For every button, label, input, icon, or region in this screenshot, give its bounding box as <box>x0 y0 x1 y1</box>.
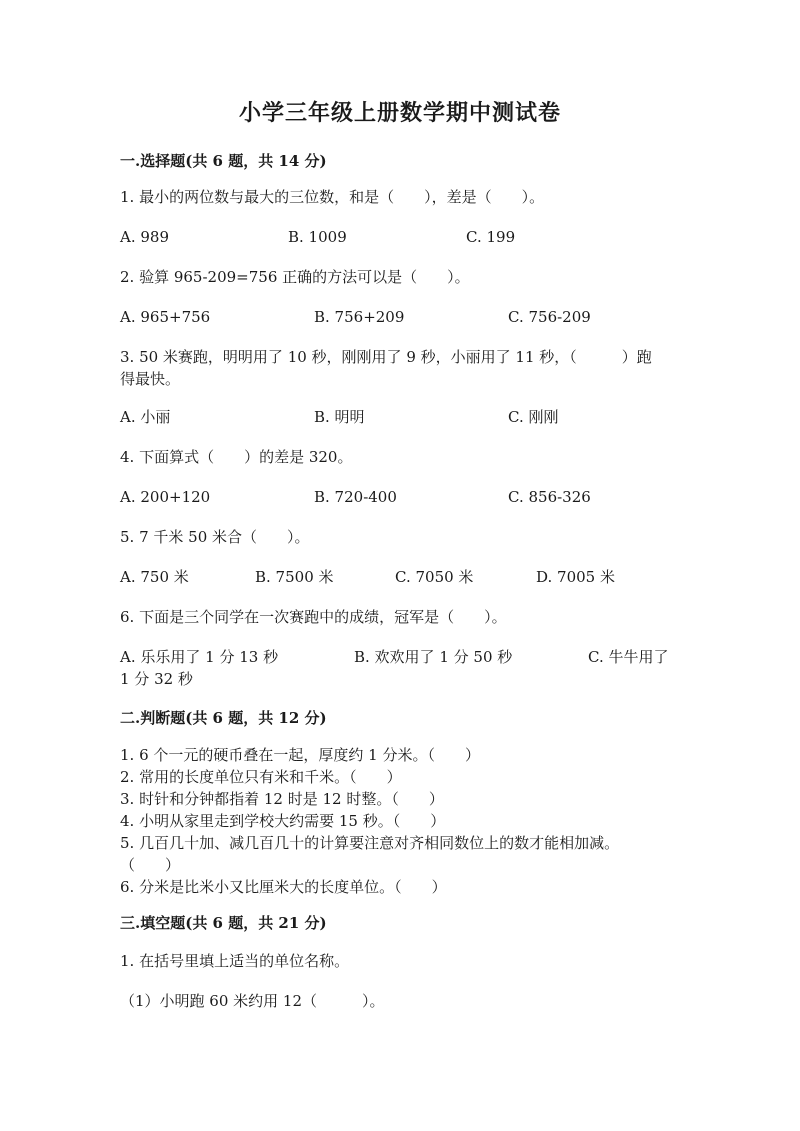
option-c: C. 7050 米 <box>395 568 474 586</box>
question-1: 1. 最小的两位数与最大的三位数，和是（ ），差是（ ）。 <box>120 188 545 206</box>
option-c: C. 856-326 <box>508 488 591 506</box>
judge-item: 5. 几百几十加、减几百几十的计算要注意对齐相同数位上的数才能相加减。 <box>120 834 620 852</box>
option-c: C. 牛牛用了 <box>588 648 669 666</box>
section-heading-fill: 三.填空题(共 6 题，共 21 分) <box>120 914 327 932</box>
option-b: B. 7500 米 <box>255 568 334 586</box>
judge-item: 3. 时针和分钟都指着 12 时是 12 时整。（ ） <box>120 790 444 808</box>
page-title: 小学三年级上册数学期中测试卷 <box>238 100 561 126</box>
judge-item: 1. 6 个一元的硬币叠在一起，厚度约 1 分米。（ ） <box>120 746 480 764</box>
option-a: A. 965+756 <box>120 308 211 326</box>
fill-question: 1. 在括号里填上适当的单位名称。 <box>120 952 350 970</box>
judge-item: 6. 分米是比米小又比厘米大的长度单位。（ ） <box>120 878 447 896</box>
question-3-line1: 3. 50 米赛跑，明明用了 10 秒，刚刚用了 9 秒，小丽用了 11 秒，（ ）跑 <box>120 348 652 366</box>
option-c: C. 刚刚 <box>508 408 559 426</box>
question-3-line2: 得最快。 <box>120 370 181 388</box>
question-6: 6. 下面是三个同学在一次赛跑中的成绩，冠军是（ ）。 <box>120 608 507 626</box>
option-a: A. 989 <box>120 228 169 246</box>
question-4: 4. 下面算式（ ）的差是 320。 <box>120 448 353 466</box>
option-a: A. 乐乐用了 1 分 13 秒 <box>120 648 279 666</box>
judge-item: 4. 小明从家里走到学校大约需要 15 秒。（ ） <box>120 812 446 830</box>
option-a: A. 200+120 <box>120 488 211 506</box>
option-a: A. 750 米 <box>120 568 189 586</box>
option-b: B. 756+209 <box>314 308 405 326</box>
option-a: A. 小丽 <box>120 408 171 426</box>
question-5: 5. 7 千米 50 米合（ ）。 <box>120 528 310 546</box>
option-b: B. 720-400 <box>314 488 397 506</box>
question-2: 2. 验算 965-209=756 正确的方法可以是（ ）。 <box>120 268 470 286</box>
option-b: B. 欢欢用了 1 分 50 秒 <box>354 648 513 666</box>
option-d: D. 7005 米 <box>536 568 615 586</box>
section-heading-choice: 一.选择题(共 6 题，共 14 分) <box>120 152 327 170</box>
option-b: B. 1009 <box>288 228 347 246</box>
option-b: B. 明明 <box>314 408 365 426</box>
section-heading-judge: 二.判断题(共 6 题，共 12 分) <box>120 709 327 727</box>
option-c: C. 199 <box>466 228 516 246</box>
option-c: C. 756-209 <box>508 308 591 326</box>
judge-item-wrap: （ ） <box>120 856 181 874</box>
judge-item: 2. 常用的长度单位只有米和千米。（ ） <box>120 768 402 786</box>
option-c-wrap: 1 分 32 秒 <box>120 670 193 688</box>
fill-subquestion: （1）小明跑 60 米约用 12（ ）。 <box>120 992 385 1010</box>
